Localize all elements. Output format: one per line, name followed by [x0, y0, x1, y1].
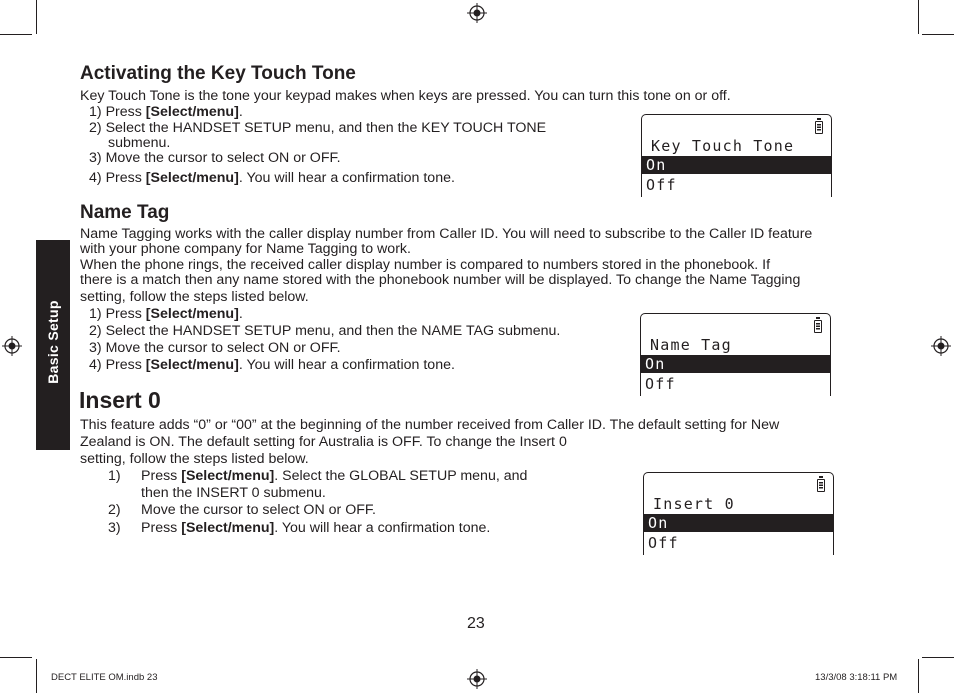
step-item: 1) Press [Select/menu]. — [89, 306, 243, 322]
lcd-title: Name Tag — [650, 336, 732, 354]
step-item: 3) Move the cursor to select ON or OFF. — [89, 340, 341, 356]
crop-mark — [36, 0, 37, 34]
footer-timestamp: 13/3/08 3:18:11 PM — [815, 672, 898, 683]
footer-file-info: DECT ELITE OM.indb 23 — [51, 672, 158, 683]
lcd-display-key-touch-tone — [641, 114, 832, 197]
lcd-title: Key Touch Tone — [651, 137, 795, 155]
page-number: 23 — [467, 615, 485, 632]
section-heading-insert-0: Insert 0 — [79, 387, 161, 413]
step-item: Press [Select/menu]. Select the GLOBAL SETUP menu, and — [141, 468, 528, 484]
crop-mark — [918, 0, 919, 34]
battery-icon — [815, 121, 823, 134]
paragraph-line: there is a match then any name stored with the phonebook number will be displayed. To change the Name Tagging — [80, 272, 801, 288]
crop-mark — [0, 657, 32, 658]
crop-mark — [918, 659, 919, 693]
step-item-continuation: submenu. — [108, 135, 171, 151]
lcd-display-insert-0 — [643, 472, 834, 555]
step-item: Move the cursor to select ON or OFF. — [141, 502, 376, 518]
step-item: 4) Press [Select/menu]. You will hear a confirmation tone. — [89, 170, 455, 186]
lcd-display-name-tag — [640, 313, 831, 396]
side-tab — [36, 240, 70, 450]
step-number: 1) — [108, 468, 121, 484]
registration-mark-icon — [2, 336, 22, 356]
step-item: 2) Select the HANDSET SETUP menu, and then the NAME TAG submenu. — [89, 323, 561, 339]
registration-mark-icon — [467, 3, 487, 23]
paragraph-line: When the phone rings, the received caller display number is compared to numbers stored in the phonebook. If — [80, 257, 771, 273]
side-tab-label: Basic Setup — [45, 300, 61, 384]
crop-mark — [0, 34, 32, 35]
section-intro: Key Touch Tone is the tone your keypad makes when keys are pressed. You can turn this tone on or off. — [80, 88, 731, 104]
step-item: 1) Press [Select/menu]. — [89, 104, 243, 120]
crop-mark — [36, 659, 37, 693]
registration-mark-icon — [931, 336, 951, 356]
paragraph-line: Name Tagging works with the caller display number from Caller ID. You will need to subscribe to the Caller ID feature — [80, 226, 813, 242]
battery-icon — [817, 479, 825, 492]
step-item: 3) Move the cursor to select ON or OFF. — [89, 150, 341, 166]
lcd-option-on-selected: On — [642, 156, 831, 174]
section-heading-key-touch-tone: Activating the Key Touch Tone — [80, 63, 356, 84]
step-item-continuation: then the INSERT 0 submenu. — [141, 485, 326, 501]
paragraph-line: Zealand is ON. The default setting for Australia is OFF. To change the Insert 0 — [80, 434, 567, 450]
registration-mark-icon — [467, 669, 487, 689]
crop-mark — [922, 657, 954, 658]
lcd-option-off: Off — [648, 534, 679, 552]
step-item: 2) Select the HANDSET SETUP menu, and then the KEY TOUCH TONE — [89, 120, 547, 136]
lcd-option-off: Off — [646, 176, 677, 194]
step-item: Press [Select/menu]. You will hear a confirmation tone. — [141, 520, 491, 536]
paragraph-line: with your phone company for Name Tagging to work. — [80, 241, 411, 257]
section-heading-name-tag: Name Tag — [80, 202, 170, 223]
paragraph-line: setting, follow the steps listed below. — [80, 451, 309, 467]
step-item: 4) Press [Select/menu]. You will hear a confirmation tone. — [89, 357, 455, 373]
step-number: 3) — [108, 520, 121, 536]
lcd-option-on-selected: On — [641, 355, 830, 373]
lcd-option-off: Off — [645, 375, 676, 393]
crop-mark — [922, 34, 954, 35]
lcd-option-on-selected: On — [644, 514, 833, 532]
paragraph-line: setting, follow the steps listed below. — [80, 289, 309, 305]
step-number: 2) — [108, 502, 121, 518]
paragraph-line: This feature adds “0” or “00” at the beginning of the number received from Caller ID. The default setting for New — [80, 417, 780, 433]
lcd-title: Insert 0 — [653, 495, 735, 513]
battery-icon — [814, 320, 822, 333]
